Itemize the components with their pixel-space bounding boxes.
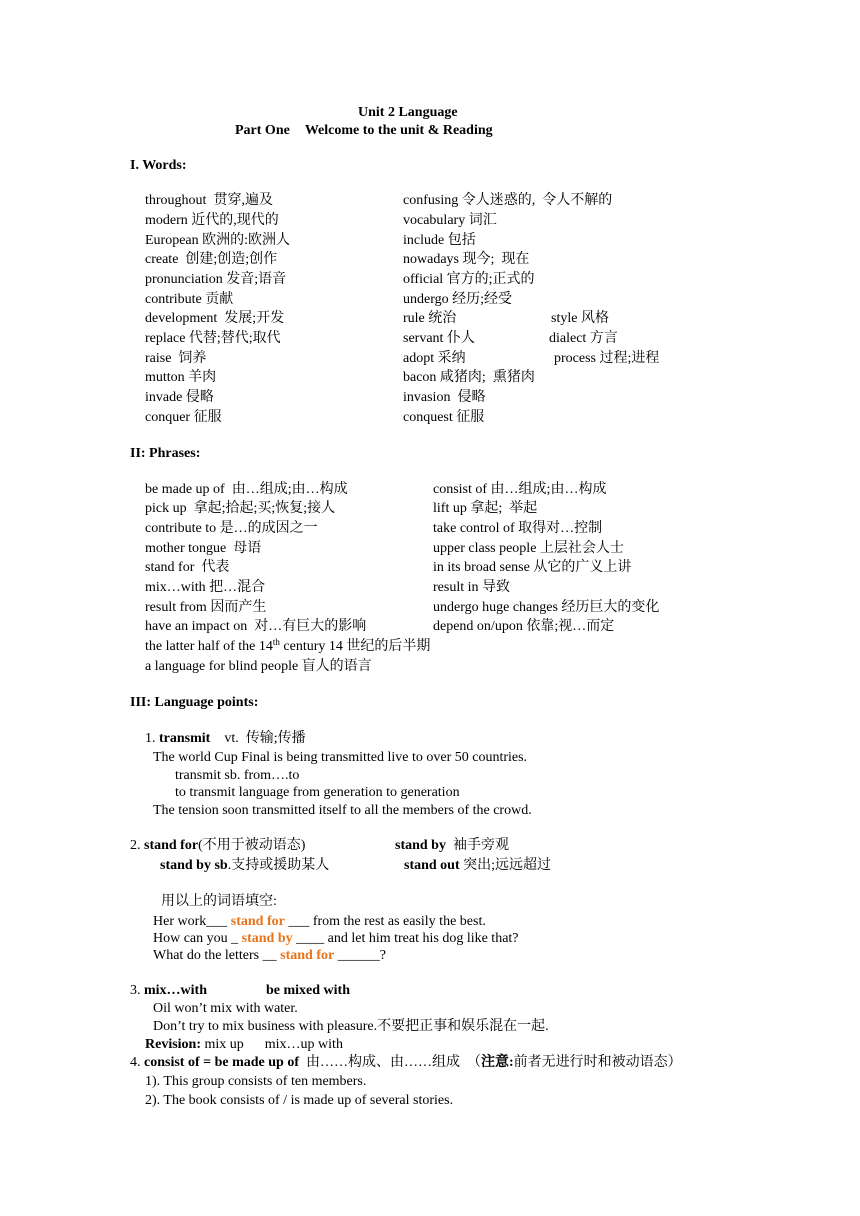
word-item: process 过程;进程: [554, 351, 660, 366]
point-2-stand-out: stand out 突出;远远超过: [404, 858, 552, 873]
word-item: official 官方的;正式的: [403, 272, 535, 287]
word-item: raise 饲养: [145, 351, 207, 366]
word-item: conquer 征服: [145, 410, 222, 425]
example-sentence: Don’t try to mix business with pleasure.不要把正事和娱乐混在一起.: [153, 1019, 549, 1034]
phrase-item: lift up 拿起; 举起: [433, 501, 538, 516]
point-2-stand-by-sb: stand by sb.支持或援助某人: [160, 858, 330, 873]
answer: stand by: [241, 931, 293, 946]
word-item: invasion 侵略: [403, 390, 486, 405]
phrase-item: result in 导致: [433, 580, 510, 595]
word-item: European 欧洲的:欧洲人: [145, 233, 291, 248]
word-item: rule 统治: [403, 311, 457, 326]
word-item: create 创建;创造;创作: [145, 252, 278, 267]
word-item: nowadays 现今; 现在: [403, 252, 530, 267]
word-item: invade 侵略: [145, 390, 214, 405]
point-2-title: 2. stand for(不用于被动语态): [130, 838, 306, 853]
point-4-title: 4. consist of = be made up of 由……构成、由……组成 （注意:前者无进行时和被动语态）: [130, 1055, 682, 1070]
answer: stand for: [230, 914, 285, 929]
word-item: include 包括: [403, 233, 476, 248]
fill-in-sentence: How can you _ stand by ____ and let him treat his dog like that?: [153, 931, 519, 946]
point-1-title: 1. transmit vt. 传输;传播: [145, 731, 306, 746]
points-heading: III: Language points:: [130, 695, 259, 710]
point-3-alt: be mixed with: [266, 983, 350, 998]
fill-in-sentence: Her work___ stand for ___ from the rest as easily the best.: [153, 914, 486, 929]
word-item: replace 代替;替代;取代: [145, 331, 281, 346]
word-item: bacon 咸猪肉; 熏猪肉: [403, 370, 535, 385]
phrase-item: pick up 拿起;拾起;买;恢复;接人: [145, 501, 336, 516]
word-item: pronunciation 发音;语音: [145, 272, 287, 287]
word-item: development 发展;开发: [145, 311, 285, 326]
word-item: adopt 采纳: [403, 351, 466, 366]
phrases-heading: II: Phrases:: [130, 446, 201, 461]
phrase-item: upper class people 上层社会人士: [433, 541, 624, 556]
example-sentence: 2). The book consists of / is made up of several stories.: [145, 1093, 454, 1108]
fill-in-instruction: 用以上的词语填空:: [161, 894, 277, 909]
phrase-item: have an impact on 对…有巨大的影响: [145, 619, 367, 634]
word-item: conquest 征服: [403, 410, 485, 425]
phrase-item: a language for blind people 盲人的语言: [145, 659, 372, 674]
word-item: modern 近代的,现代的: [145, 213, 279, 228]
revision-line: Revision: mix up mix…up with: [145, 1037, 343, 1052]
phrase-item: in its broad sense 从它的广义上讲: [433, 560, 632, 575]
example-sentence: Oil won’t mix with water.: [153, 1001, 298, 1016]
phrase-item: be made up of 由…组成;由…构成: [145, 482, 348, 497]
word-item: style 风格: [551, 311, 609, 326]
phrase-item: consist of 由…组成;由…构成: [433, 482, 607, 497]
phrase-item: mix…with 把…混合: [145, 580, 266, 595]
word-item: undergo 经历;经受: [403, 292, 513, 307]
usage-pattern: transmit sb. from….to: [175, 768, 300, 783]
point-3-title: 3. mix…with: [130, 983, 207, 998]
word-item: servant 仆人: [403, 331, 475, 346]
point-2-stand-by: stand by 袖手旁观: [395, 838, 509, 853]
part-label: Part One: [235, 123, 290, 138]
phrase-item: mother tongue 母语: [145, 541, 262, 556]
phrase-item: result from 因而产生: [145, 600, 267, 615]
unit-title: Unit 2 Language: [358, 105, 458, 120]
word-item: mutton 羊肉: [145, 370, 217, 385]
example-sentence: 1). This group consists of ten members.: [145, 1074, 367, 1089]
phrase-item: depend on/upon 依靠;视…而定: [433, 619, 615, 634]
fill-in-sentence: What do the letters __ stand for ______?: [153, 948, 386, 963]
phrase-item: undergo huge changes 经历巨大的变化: [433, 600, 660, 615]
phrase-item-latter-half: the latter half of the 14th century 14 世纪的后半期: [145, 637, 431, 654]
word-item: contribute 贡献: [145, 292, 234, 307]
word-item: throughout 贯穿,遍及: [145, 193, 273, 208]
phrase-item: stand for 代表: [145, 560, 230, 575]
phrase-item: contribute to 是…的成因之一: [145, 521, 318, 536]
usage-pattern: to transmit language from generation to generation: [175, 785, 460, 800]
phrase-item: take control of 取得对…控制: [433, 521, 603, 536]
example-sentence: The tension soon transmitted itself to all the members of the crowd.: [153, 803, 532, 818]
word-item: confusing 令人迷惑的, 令人不解的: [403, 193, 613, 208]
answer: stand for: [280, 948, 335, 963]
part-name: Welcome to the unit & Reading: [304, 123, 493, 138]
word-item: vocabulary 词汇: [403, 213, 497, 228]
example-sentence: The world Cup Final is being transmitted live to over 50 countries.: [153, 750, 528, 765]
part-heading: [235, 122, 493, 139]
word-item: dialect 方言: [549, 331, 618, 346]
words-heading: I. Words:: [130, 158, 187, 173]
